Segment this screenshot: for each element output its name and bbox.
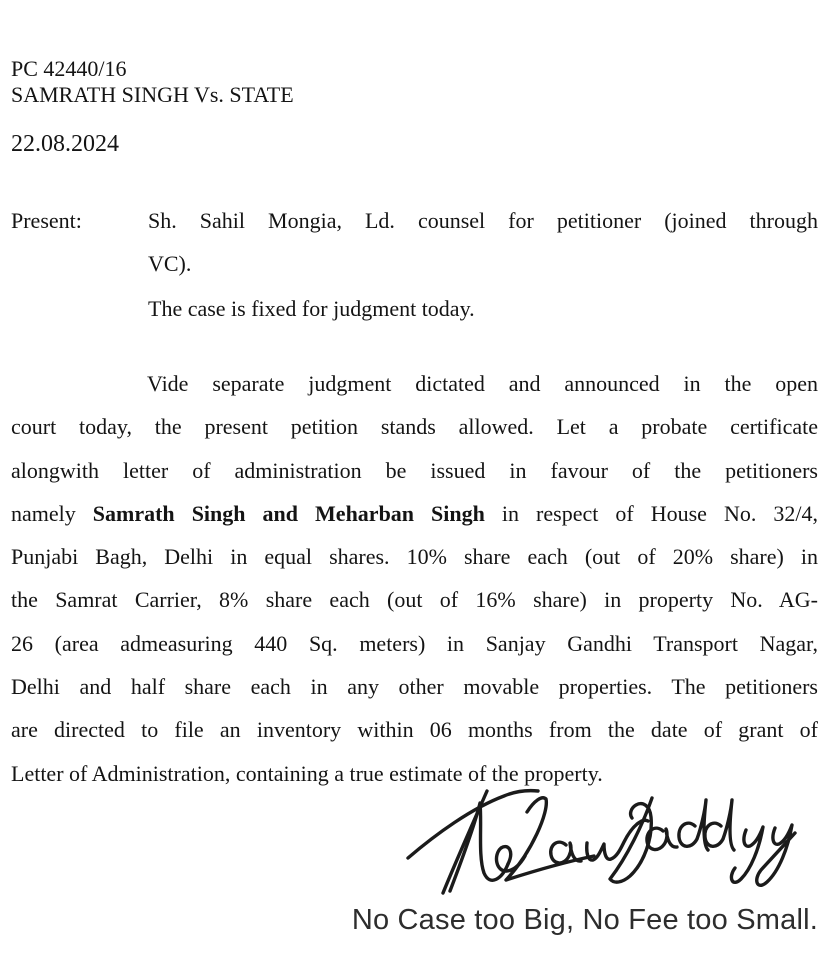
present-label: Present: — [11, 208, 82, 233]
present-section — [11, 199, 818, 285]
signature-the-law-daddy-icon — [395, 775, 805, 907]
judgment-line: court today, the present petition stands allowed. Let a probate certificate — [11, 414, 818, 440]
case-number: PC 42440/16 — [11, 56, 127, 81]
judgment-line: the Samrat Carrier, 8% share each (out of 16% share) in property No. AG- — [11, 587, 818, 613]
case-status-note: The case is fixed for judgment today. — [148, 296, 475, 321]
signature-strokes — [408, 791, 795, 893]
present-counsel-text — [148, 199, 818, 285]
brand-tagline: No Case too Big, No Fee too Small. — [351, 904, 818, 936]
judgment-line: are directed to file an inventory within 06 months from the date of grant of — [11, 717, 818, 743]
judgment-line: Vide separate judgment dictated and announced in the open — [147, 371, 818, 396]
case-title: SAMRATH SINGH Vs. STATE — [11, 82, 294, 107]
order-date: 22.08.2024 — [11, 131, 119, 157]
present-line: VC). — [148, 251, 192, 276]
judgment-line: Letter of Administration, containing a true estimate of the property. — [11, 760, 603, 786]
judgment-line: Punjabi Bagh, Delhi in equal shares. 10% share each (out of 20% share) in — [11, 544, 818, 570]
judgment-line: namely Samrath Singh and Meharban Singh in respect of House No. 32/4, — [11, 500, 818, 526]
judgment-line: Delhi and half share each in any other movable properties. The petitioners — [11, 674, 818, 700]
judgment-paragraph — [11, 362, 818, 795]
judgment-line: alongwith letter of administration be issued in favour of the petitioners — [11, 457, 818, 483]
present-line: Sh. Sahil Mongia, Ld. counsel for petitioner (joined through — [148, 208, 818, 233]
judgment-line: 26 (area admeasuring 440 Sq. meters) in Sanjay Gandhi Transport Nagar, — [11, 630, 818, 656]
